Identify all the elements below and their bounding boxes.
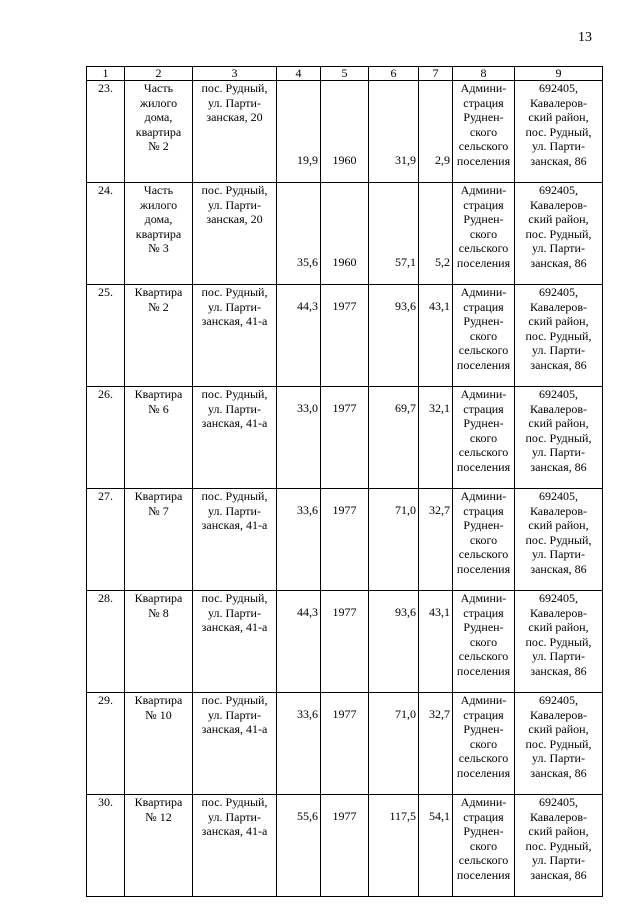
object-name: Квартира № 10: [125, 693, 193, 795]
owner-name: Админи- страция Руднен- ского сельского поселения: [453, 795, 515, 897]
column-4-value: 44,3: [277, 591, 321, 693]
table-row: [87, 591, 603, 693]
column-header: 7: [419, 67, 453, 81]
owner-name: Админи- страция Руднен- ского сельского поселения: [453, 183, 515, 285]
column-6-value: 71,0: [369, 693, 419, 795]
object-address: пос. Рудный, ул. Парти- занская, 20: [193, 81, 277, 183]
column-header: 2: [125, 67, 193, 81]
column-7-value: 43,1: [419, 285, 453, 387]
year-value: 1960: [321, 183, 369, 285]
header-row: [87, 67, 603, 81]
object-name: Часть жилого дома, квартира № 2: [125, 81, 193, 183]
column-header: 6: [369, 67, 419, 81]
year-value: 1977: [321, 693, 369, 795]
column-7-value: 32,7: [419, 489, 453, 591]
object-address: пос. Рудный, ул. Парти- занская, 20: [193, 183, 277, 285]
column-6-value: 69,7: [369, 387, 419, 489]
row-number: 28.: [87, 591, 125, 693]
row-number: 27.: [87, 489, 125, 591]
owner-name: Админи- страция Руднен- ского сельского поселения: [453, 591, 515, 693]
owner-address: 692405, Кавалеров- ский район, пос. Рудный, ул. Парти- занская, 86: [515, 489, 603, 591]
year-value: 1977: [321, 591, 369, 693]
column-7-value: 32,1: [419, 387, 453, 489]
column-7-value: 32,7: [419, 693, 453, 795]
column-6-value: 117,5: [369, 795, 419, 897]
object-name: Квартира № 6: [125, 387, 193, 489]
owner-address: 692405, Кавалеров- ский район, пос. Рудный, ул. Парти- занская, 86: [515, 387, 603, 489]
table-row: [87, 795, 603, 897]
object-address: пос. Рудный, ул. Парти- занская, 41-а: [193, 591, 277, 693]
object-address: пос. Рудный, ул. Парти- занская, 41-а: [193, 795, 277, 897]
column-header: 1: [87, 67, 125, 81]
object-name: Квартира № 7: [125, 489, 193, 591]
owner-name: Админи- страция Руднен- ского сельского поселения: [453, 387, 515, 489]
column-6-value: 57,1: [369, 183, 419, 285]
year-value: 1977: [321, 387, 369, 489]
object-name: Часть жилого дома, квартира № 3: [125, 183, 193, 285]
column-header: 4: [277, 67, 321, 81]
owner-name: Админи- страция Руднен- ского сельского поселения: [453, 81, 515, 183]
property-table: [86, 66, 603, 897]
owner-name: Админи- страция Руднен- ского сельского поселения: [453, 489, 515, 591]
column-7-value: 2,9: [419, 81, 453, 183]
column-4-value: 44,3: [277, 285, 321, 387]
column-4-value: 33,6: [277, 693, 321, 795]
row-number: 29.: [87, 693, 125, 795]
object-name: Квартира № 12: [125, 795, 193, 897]
object-address: пос. Рудный, ул. Парти- занская, 41-а: [193, 489, 277, 591]
column-header: 5: [321, 67, 369, 81]
column-4-value: 55,6: [277, 795, 321, 897]
column-6-value: 93,6: [369, 285, 419, 387]
table-row: [87, 387, 603, 489]
owner-address: 692405, Кавалеров- ский район, пос. Рудный, ул. Парти- занская, 86: [515, 81, 603, 183]
object-name: Квартира № 8: [125, 591, 193, 693]
column-6-value: 93,6: [369, 591, 419, 693]
table-row: [87, 693, 603, 795]
row-number: 25.: [87, 285, 125, 387]
column-4-value: 33,6: [277, 489, 321, 591]
year-value: 1977: [321, 489, 369, 591]
column-6-value: 31,9: [369, 81, 419, 183]
column-header: 3: [193, 67, 277, 81]
object-name: Квартира № 2: [125, 285, 193, 387]
column-4-value: 33,0: [277, 387, 321, 489]
row-number: 24.: [87, 183, 125, 285]
owner-address: 692405, Кавалеров- ский район, пос. Рудный, ул. Парти- занская, 86: [515, 693, 603, 795]
column-7-value: 54,1: [419, 795, 453, 897]
column-7-value: 5,2: [419, 183, 453, 285]
owner-name: Админи- страция Руднен- ского сельского поселения: [453, 693, 515, 795]
owner-address: 692405, Кавалеров- ский район, пос. Рудный, ул. Парти- занская, 86: [515, 285, 603, 387]
owner-address: 692405, Кавалеров- ский район, пос. Рудный, ул. Парти- занская, 86: [515, 795, 603, 897]
page-number: 13: [578, 30, 592, 45]
row-number: 30.: [87, 795, 125, 897]
year-value: 1977: [321, 795, 369, 897]
table-row: [87, 183, 603, 285]
column-7-value: 43,1: [419, 591, 453, 693]
owner-address: 692405, Кавалеров- ский район, пос. Рудный, ул. Парти- занская, 86: [515, 183, 603, 285]
row-number: 26.: [87, 387, 125, 489]
owner-address: 692405, Кавалеров- ский район, пос. Рудный, ул. Парти- занская, 86: [515, 591, 603, 693]
owner-name: Админи- страция Руднен- ского сельского поселения: [453, 285, 515, 387]
column-header: 8: [453, 67, 515, 81]
object-address: пос. Рудный, ул. Парти- занская, 41-а: [193, 285, 277, 387]
column-4-value: 19,9: [277, 81, 321, 183]
row-number: 23.: [87, 81, 125, 183]
column-4-value: 35,6: [277, 183, 321, 285]
year-value: 1977: [321, 285, 369, 387]
table-row: [87, 81, 603, 183]
column-header: 9: [515, 67, 603, 81]
year-value: 1960: [321, 81, 369, 183]
table-row: [87, 285, 603, 387]
object-address: пос. Рудный, ул. Парти- занская, 41-а: [193, 693, 277, 795]
table-row: [87, 489, 603, 591]
object-address: пос. Рудный, ул. Парти- занская, 41-а: [193, 387, 277, 489]
column-6-value: 71,0: [369, 489, 419, 591]
